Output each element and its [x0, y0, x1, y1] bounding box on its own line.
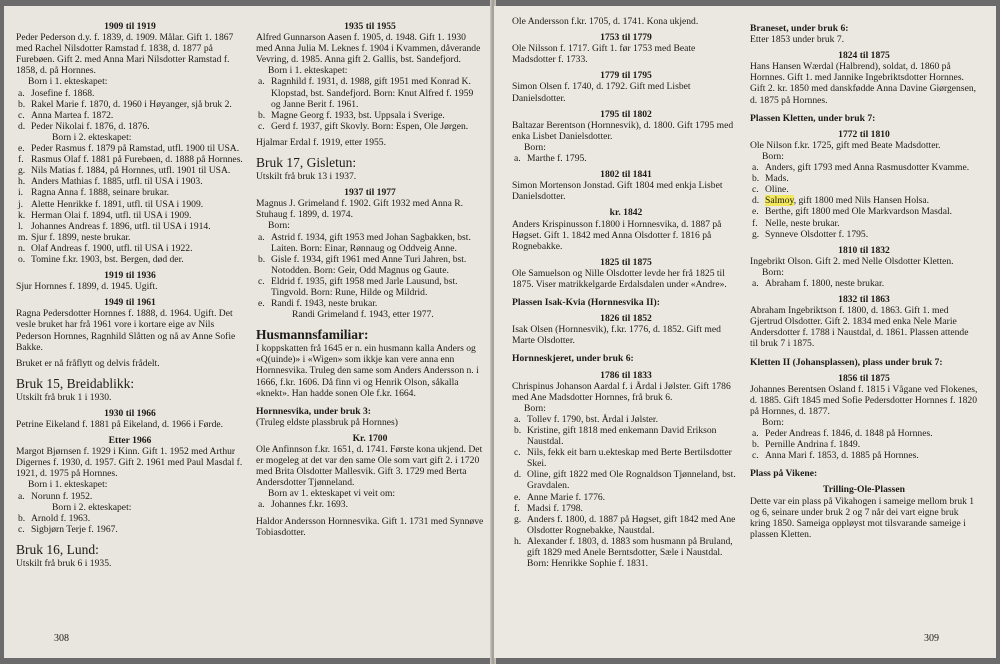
section-period-heading: 1753 til 1779	[600, 32, 652, 44]
section-period-heading: 1935 til 1955	[344, 21, 396, 32]
section-period-heading: 1825 til 1875	[600, 256, 652, 268]
list-item-text: Gisle f. 1934, gift 1961 med Anne Turi Jahren, bst. Notodden. Born: Geir, Odd Magnus og Gaute.	[271, 253, 467, 276]
list-item	[750, 278, 978, 289]
list-item-text-wrap	[31, 154, 244, 165]
list-item-text-wrap	[271, 110, 484, 121]
paragraph: Haldor Andersson Hornnesvika. Gift 1. 1731 med Synnøve Tobiasdotter.	[256, 515, 484, 538]
list-item-text-wrap	[527, 469, 740, 491]
section-heading: Husmannsfamiliar:	[256, 327, 369, 343]
paragraph: Sjur Hornnes f. 1899, d. 1945. Ugift.	[16, 281, 158, 293]
bruk-heading: Bruk 16, Lund:	[16, 541, 99, 557]
list-marker: c.	[258, 275, 265, 287]
list-item-text: Anders Mathias f. 1885, utfl. til USA i 1903.	[31, 176, 203, 188]
list-item-text-wrap	[527, 153, 740, 164]
section-period-heading: 1824 til 1875	[838, 50, 890, 62]
children-label: Born i 1. ekteskapet:	[28, 479, 108, 491]
subsection-heading: Braneset, under bruk 6:	[750, 23, 849, 34]
paragraph: Dette var ein plass på Vikahogen i sameige mellom bruk 1 og 6, seinare under bruk 2 og 7 når dei vart eigne bruk kring 1850. Sameiga oppløyst mot tilsvarande sameige i plassen Kletten.	[750, 495, 975, 540]
list-item-text: , gift 1800 med Nils Hansen Holsa.	[793, 195, 930, 207]
list-item-text-wrap	[31, 491, 244, 502]
list-item	[16, 143, 244, 154]
list-marker: a.	[258, 499, 265, 511]
list-item	[512, 447, 740, 469]
paragraph: Magnus J. Grimeland f. 1902. Gift 1932 med Anna R. Stuhaug f. 1899, d. 1974.	[256, 198, 464, 221]
list-item-text-wrap	[271, 232, 484, 254]
list-item-text-wrap	[31, 121, 244, 132]
children-label: Born:	[762, 150, 784, 162]
list-item	[512, 469, 740, 491]
list-item-text: Peder Nikolai f. 1876, d. 1876.	[31, 120, 150, 132]
list-item-text: Oline.	[765, 184, 789, 196]
list-item-text-wrap	[31, 243, 244, 254]
list-item	[16, 165, 244, 176]
section-period-heading: 1779 til 1795	[600, 70, 652, 82]
list-item-text: Abraham f. 1800, neste brukar.	[765, 277, 885, 289]
section-period-heading: 1930 til 1966	[104, 407, 156, 419]
list-item	[750, 218, 978, 229]
paragraph: Isak Olsen (Hornnesvik), f.kr. 1776, d. 1852. Gift med Marte Olsdotter.	[512, 324, 721, 347]
list-item-text-wrap	[527, 414, 740, 425]
list-marker: g.	[514, 513, 522, 525]
list-item-text: Eldrid f. 1935, gift 1958 med Jarle Lausund, bst. Tingvold. Born: Rune, Hilde og Mildrid.	[271, 275, 458, 298]
list-item-text-wrap	[31, 199, 244, 210]
list-item	[512, 425, 740, 447]
highlighted-word: Salmoy	[765, 195, 794, 207]
list-item	[16, 99, 244, 110]
list-item	[512, 153, 740, 164]
subsection-heading: Hornnesvika, under bruk 3:	[256, 405, 371, 417]
list-item	[16, 88, 244, 99]
list-item-text: Alette Henrikke f. 1891, utfl. til USA i 1909.	[31, 198, 204, 210]
list-item	[750, 162, 978, 173]
paragraph: (Truleg eldste plassbruk på Hornnes)	[256, 416, 398, 428]
list-marker: d.	[752, 195, 760, 207]
list-item-text: Anna Martea f. 1872.	[31, 109, 114, 121]
list-item-text-wrap	[527, 503, 740, 514]
paragraph: Margot Bjørnsen f. 1929 i Kinn. Gift 1. 1952 med Arthur Digernes f. 1930, d. 1957. Gift 2. 1961 med Paul Masdal f. 1921, d. 1975 på Hornnes.	[16, 446, 243, 480]
list-item	[750, 195, 978, 206]
list-item-text-wrap	[765, 439, 978, 450]
list-item	[750, 439, 978, 450]
list-item	[16, 243, 244, 254]
list-item-text-wrap	[31, 143, 244, 154]
list-marker: e.	[514, 491, 521, 503]
section-period-heading: 1795 til 1802	[600, 108, 652, 120]
paragraph: Ingebrikt Olson. Gift 2. med Nelle Olsdotter Kletten.	[750, 255, 954, 267]
list-item	[16, 491, 244, 502]
list-item-text: Ragnhild f. 1931, d. 1988, gift 1951 med Konrad K. Klopstad, bst. Sandefjord. Born: Knut Alfred f. 1959 og Janne Berit f. 1961.	[271, 76, 474, 110]
list-item	[256, 121, 484, 132]
subsection-heading: Plass på Vikene:	[750, 468, 818, 480]
list-item	[512, 414, 740, 425]
list-item-text-wrap	[31, 221, 244, 232]
left-page-column-2	[256, 16, 484, 538]
list-item-text: Mads.	[765, 173, 789, 185]
right-page-column-2	[750, 16, 978, 540]
section-period-heading: Trilling-Ole-Plassen	[823, 484, 905, 496]
list-item-text: Madsi f. 1798.	[527, 502, 583, 514]
section-period-heading: kr. 1842	[609, 207, 643, 219]
list-marker: n.	[18, 242, 26, 254]
left-page	[4, 6, 492, 658]
list-marker: k.	[18, 209, 26, 221]
paragraph: Simon Olsen f. 1740, d. 1792. Gift med Lisbet Danielsdotter.	[512, 81, 691, 104]
list-item-text: Nils Matias f. 1884, på Hornnes, utfl. 1901 til USA.	[31, 165, 231, 177]
list-item-text-wrap	[31, 254, 244, 265]
list-item	[16, 513, 244, 524]
paragraph: Ole Nilson f.kr. 1725, gift med Beate Madsdotter.	[750, 139, 941, 151]
list-item-text: Peder Rasmus f. 1879 på Ramstad, utfl. 1900 til USA.	[31, 143, 240, 155]
list-item-text: Kristine, gift 1818 med enkemann David Erikson Naustdal.	[527, 425, 717, 448]
list-item-text-wrap	[271, 276, 484, 298]
paragraph: Ragna Pedersdotter Hornnes f. 1888, d. 1964. Ugift. Det vesle bruket har frå 1961 vore i kortare eige av Nils Pederson Hornnes, Ragnhild Slåtten og nå av Anne Sofie Bakke.	[16, 308, 236, 353]
list-marker: g.	[752, 228, 760, 240]
list-item-text-wrap	[527, 447, 740, 469]
list-item-text-wrap	[527, 514, 740, 536]
list-item	[750, 229, 978, 240]
list-item-text: Magne Georg f. 1933, bst. Uppsala i Sverige.	[271, 109, 445, 121]
list-item-text-wrap	[765, 173, 978, 184]
list-item-text: Astrid f. 1934, gift 1953 med Johan Sagbakken, bst. Laiten. Born: Einar, Rønnaug og Oddveig Anne.	[271, 231, 471, 254]
paragraph: Utskilt frå bruk 6 i 1935.	[16, 557, 112, 569]
list-item-text-wrap	[31, 176, 244, 187]
paragraph: Peder Pederson d.y. f. 1839, d. 1909. Målar. Gift 1. 1867 med Rachel Nilsdotter Ramstad f. 1838, d. 1877 på Furebøen. Gift 2. med Anna Mari Nilsdotter Ramstad f. 1858, d. på Hornnes.	[16, 32, 234, 77]
paragraph: Bruket er nå fråflytt og delvis frådelt.	[16, 357, 160, 369]
list-marker: b.	[752, 439, 760, 451]
bruk-heading: Bruk 17, Gisletun:	[256, 155, 357, 171]
list-item-text-wrap	[527, 536, 740, 569]
list-item-text: Synneve Olsdotter f. 1795.	[765, 228, 869, 240]
list-item-text: Tollev f. 1790, bst. Årdal i Jølster.	[527, 413, 658, 425]
list-item-text: Sigbjørn Terje f. 1967.	[31, 523, 118, 535]
paragraph: Hjalmar Erdal f. 1919, etter 1955.	[256, 136, 387, 148]
list-item-text-wrap	[31, 187, 244, 198]
list-item-text-wrap	[765, 218, 978, 229]
list-item-text-wrap	[31, 99, 244, 110]
list-item	[16, 121, 244, 132]
list-item-text: Nelle, neste brukar.	[765, 217, 840, 229]
list-item	[750, 428, 978, 439]
list-item	[256, 499, 484, 510]
section-period-heading: Kr. 1700	[352, 432, 388, 444]
list-item-text: Rasmus Olaf f. 1881 på Furebøen, d. 1888 på Hornnes.	[31, 154, 243, 166]
list-marker: b.	[18, 512, 26, 524]
paragraph: Utskilt frå bruk 1 i 1930.	[16, 391, 112, 403]
page-number-left: 308	[54, 633, 69, 644]
list-item	[16, 232, 244, 243]
list-marker: f.	[752, 217, 758, 229]
list-item-text: Johannes Andreas f. 1896, utfl. til USA i 1914.	[31, 220, 211, 232]
list-marker: b.	[18, 98, 26, 110]
list-item-text: Pernille Andrina f. 1849.	[765, 439, 861, 451]
children-label: Born i 1. ekteskapet:	[28, 76, 108, 88]
list-item	[16, 110, 244, 121]
children-label: Born av 1. ekteskapet vi veit om:	[268, 488, 396, 500]
list-item-text-wrap	[31, 524, 244, 535]
list-item-text-wrap	[31, 210, 244, 221]
list-item	[750, 206, 978, 217]
section-period-heading: 1826 til 1852	[600, 313, 652, 325]
list-item-text: Berthe, gift 1800 med Ole Markvardson Masdal.	[765, 206, 953, 218]
paragraph: Alfred Gunnarson Aasen f. 1905, d. 1948. Gift 1. 1930 med Anna Julia M. Leknes f. 1904 i Kvammen, dåverande Vevring, d. 1985. Anna gift 2. Gallis, bst. Sandefjord.	[256, 32, 481, 66]
list-item-text-wrap	[765, 184, 978, 195]
paragraph: Ole Anfinnson f.kr. 1651, d. 1741. Første kona ukjend. Det er mogeleg at det var den same Ole som vart gift 2. i 1720 med Brita Olsdotter Mallesvik. Gift 3. 1729 med Berta Andersdotter Tjønneland.	[256, 444, 483, 489]
list-item	[16, 187, 244, 198]
list-item-text-wrap	[527, 492, 740, 503]
list-marker: c.	[18, 109, 25, 121]
section-period-heading: 1919 til 1936	[104, 270, 156, 282]
list-marker: e.	[18, 143, 25, 155]
list-item	[512, 514, 740, 536]
list-marker: e.	[258, 298, 265, 310]
paragraph: Johannes Berentsen Osland f. 1815 i Vågane ved Flokenes, d. 1885. Gift 1845 med Sofie Pedersdotter Hornnes f. 1820 på Hornnes, d. 1877.	[750, 383, 978, 417]
paragraph: Utskilt frå bruk 13 i 1937.	[256, 171, 357, 183]
section-period-heading: 1810 til 1832	[838, 244, 890, 256]
list-item-text-wrap	[765, 206, 978, 217]
list-item-text-wrap	[31, 165, 244, 176]
list-item-text: Anne Marie f. 1776.	[527, 491, 606, 503]
list-item	[256, 110, 484, 121]
list-item	[256, 254, 484, 276]
list-item-text: Norunn f. 1952.	[31, 490, 93, 502]
list-item-text: Marthe f. 1795.	[527, 153, 587, 165]
list-item-text: Anders, gift 1793 med Anna Rasmusdotter Kvamme.	[765, 162, 970, 174]
list-item-text: Anna Mari f. 1853, d. 1885 på Hornnes.	[765, 450, 919, 462]
list-item-text-wrap	[31, 232, 244, 243]
list-item-text: Josefine f. 1868.	[31, 87, 95, 99]
list-marker: a.	[752, 428, 759, 440]
paragraph: Ole Nilsson f. 1717. Gift 1. før 1753 med Beate Madsdotter f. 1733.	[512, 43, 696, 66]
list-marker: b.	[752, 173, 760, 185]
section-period-heading: 1772 til 1810	[838, 128, 890, 140]
list-item-text: Rakel Marie f. 1870, d. 1960 i Høyanger, sjå bruk 2.	[31, 98, 232, 110]
list-item	[16, 176, 244, 187]
list-marker: l.	[18, 220, 24, 232]
children-label: Born i 1. ekteskapet:	[268, 65, 348, 77]
list-marker: a.	[18, 490, 25, 502]
list-item-text-wrap	[271, 499, 484, 510]
list-marker: a.	[752, 277, 759, 289]
right-page	[494, 6, 996, 658]
list-marker: h.	[514, 535, 522, 547]
list-item-text: Peder Andreas f. 1846, d. 1848 på Hornnes.	[765, 428, 933, 440]
list-item-text-wrap	[31, 88, 244, 99]
sub-label: Born i 2. ekteskapet:	[52, 501, 132, 513]
list-item	[512, 492, 740, 503]
list-marker: a.	[514, 413, 521, 425]
list-marker: b.	[258, 109, 266, 121]
list-marker: c.	[258, 120, 265, 132]
list-marker: c.	[752, 184, 759, 196]
list-marker: f.	[514, 502, 520, 514]
paragraph: Simon Mortenson Jonstad. Gift 1804 med enkja Lisbet Danielsdotter.	[512, 180, 723, 203]
list-marker: b.	[258, 253, 266, 265]
list-item	[16, 210, 244, 221]
children-label: Born:	[524, 141, 546, 153]
list-item-text: Tomine f.kr. 1903, bst. Bergen, død der.	[31, 253, 184, 265]
paragraph: Chrispinus Johanson Aardal f. i Årdal i Jølster. Gift 1786 med Ane Madsdotter Hornnes, frå bruk 6.	[512, 380, 731, 403]
list-marker: b.	[514, 425, 522, 436]
list-item	[512, 503, 740, 514]
list-item-text-wrap	[271, 76, 484, 109]
list-item-text-wrap	[765, 278, 978, 289]
paragraph: Hans Hansen Wærdal (Halbrend), soldat, d. 1860 på Hornnes. Gift 1. med Jannike Ingebriktsdotter Hornnes. Gift 2. kr. 1850 med danskfødde Anna Davine Giørgensen, d. 1875 på Hornnes.	[750, 61, 977, 106]
list-item-text: Anders f. 1800, d. 1887 på Høgset, gift 1842 med Ane Olsdotter Rognebakke, Naustdal.	[527, 513, 736, 536]
section-period-heading: 1949 til 1961	[104, 297, 156, 309]
list-item-text: Arnold f. 1963.	[31, 512, 91, 524]
list-item	[16, 524, 244, 535]
section-period-heading: 1832 til 1863	[838, 294, 890, 306]
left-page-column-1	[16, 16, 244, 569]
list-marker: a.	[18, 87, 25, 99]
list-marker: i.	[18, 187, 24, 199]
section-period-heading: 1802 til 1841	[600, 169, 652, 181]
paragraph: Abraham Ingebriktson f. 1800, d. 1863. Gift 1. med Gjertrud Olsdotter. Gift 2. 1834 med enka Nele Marie Andersdotter f. 1788 i Naustdal, d. 1861. Plassen attende til bruk 7 i 1875.	[750, 305, 969, 350]
list-marker: h.	[18, 176, 26, 188]
list-marker: c.	[18, 523, 25, 535]
list-item	[16, 199, 244, 210]
list-item	[512, 536, 740, 569]
list-item-text-wrap	[271, 121, 484, 132]
list-item-text-wrap	[527, 425, 740, 447]
list-marker: c.	[752, 450, 759, 462]
list-item-text: Johannes f.kr. 1693.	[271, 499, 349, 511]
list-item-text: Sjur f. 1899, neste brukar.	[31, 231, 131, 243]
list-item-text-wrap	[765, 162, 978, 173]
paragraph: Anders Krispinusson f.1800 i Hornnesvika, d. 1887 på Høgset. Gift 1. 1842 med Anna Olsdotter f. 1816 på Rognebakke.	[512, 218, 722, 252]
section-period-heading: 1786 til 1833	[600, 369, 652, 381]
right-page-column-1	[512, 16, 740, 569]
list-item	[16, 254, 244, 265]
list-item	[750, 173, 978, 184]
list-item-text-wrap	[765, 450, 978, 461]
list-marker: d.	[18, 120, 26, 132]
section-period-heading: 1937 til 1977	[344, 187, 396, 199]
list-item-text: Ragna Anna f. 1888, seinare brukar.	[31, 187, 170, 199]
list-item-text-wrap	[31, 110, 244, 121]
list-item	[256, 298, 484, 309]
paragraph: Baltazar Berentson (Hornnesvik), d. 1800. Gift 1795 med enka Lisbet Danielsdotter.	[512, 119, 734, 142]
list-item	[750, 450, 978, 461]
subsection-heading: Plassen Isak-Kvia (Hornnesvika II):	[512, 297, 660, 309]
list-item-text: Alexander f. 1803, d. 1883 som husmann på Bruland, gift 1829 med Anele Berntsdotter, Sæle i Naustdal. Born: Henrikke Sophie f. 1831.	[527, 535, 733, 570]
list-item-text: Olaf Andreas f. 1900, utfl. til USA i 1922.	[31, 242, 193, 254]
list-marker: o.	[18, 253, 26, 265]
list-marker: e.	[752, 206, 759, 218]
list-marker: f.	[18, 154, 24, 166]
list-item-text-wrap	[765, 229, 978, 240]
list-item-text-wrap	[765, 195, 978, 206]
list-marker: a.	[514, 153, 521, 165]
list-item-text-wrap	[765, 428, 978, 439]
children-label: Born:	[762, 266, 784, 278]
list-marker: g.	[18, 165, 26, 177]
list-item	[16, 221, 244, 232]
list-marker: a.	[258, 231, 265, 243]
subsection-heading: Kletten II (Johansplassen), plass under bruk 7:	[750, 356, 943, 368]
list-item	[256, 232, 484, 254]
children-label: Born:	[268, 220, 290, 232]
list-item	[16, 154, 244, 165]
list-marker: a.	[258, 76, 265, 88]
list-marker: j.	[18, 198, 24, 210]
list-item-text-wrap	[271, 298, 484, 309]
list-marker: d.	[514, 469, 522, 481]
list-item-text: Nils, fekk eit barn u.ekteskap med Berte Bertilsdotter Skei.	[527, 447, 732, 470]
paragraph: Ole Samuelson og Nille Olsdotter levde her frå 1825 til 1875. Viser matrikkelgarde Erdalsdalen under «Andre».	[512, 267, 727, 290]
list-marker: c.	[514, 447, 521, 459]
list-item	[750, 184, 978, 195]
subsection-heading: Plassen Kletten, under bruk 7:	[750, 112, 876, 124]
paragraph: Etter 1853 under bruk 7.	[750, 34, 845, 46]
bruk-heading: Bruk 15, Breidablikk:	[16, 375, 135, 391]
list-item-text-wrap	[31, 513, 244, 524]
children-label: Born:	[524, 402, 546, 414]
list-item-text: Oline, gift 1822 med Ole Rognaldson Tjønneland, bst. Gravdalen.	[527, 469, 736, 492]
sub-label: Randi Grimeland f. 1943, etter 1977.	[292, 309, 434, 321]
sub-label: Born i 2. ekteskapet:	[52, 131, 132, 143]
list-item-text: Herman Olai f. 1894, utfl. til USA i 1909.	[31, 209, 192, 221]
section-period-heading: 1856 til 1875	[838, 372, 890, 384]
paragraph: I koppskatten frå 1645 er n. ein husmann kalla Anders og «Q(uinde)» i «Wigen» som ikkje kan vere anna enn Hornnesvika. Truleg den same som Anders Andersson n. i 1666, f.kr. 1606. Då finn vi og Henrik Olson, såkalla «knekt». Han hadde sonen Ole f.kr. 1664.	[256, 343, 479, 399]
paragraph: Ole Andersson f.kr. 1705, d. 1741. Kona ukjend.	[512, 16, 699, 27]
list-item-text: Randi f. 1943, neste brukar.	[271, 298, 378, 310]
list-item	[256, 76, 484, 109]
paragraph: Petrine Eikeland f. 1881 på Eikeland, d. 1966 i Førde.	[16, 419, 224, 430]
list-marker: a.	[752, 162, 759, 174]
subsection-heading: Hornneskjeret, under bruk 6:	[512, 353, 634, 365]
list-item-text-wrap	[271, 254, 484, 276]
list-item-text: Gerd f. 1937, gift Skovly. Born: Espen, Ole Jørgen.	[271, 120, 469, 132]
list-marker: m.	[18, 231, 28, 243]
section-period-heading: Etter 1966	[108, 435, 152, 447]
page-number-right: 309	[924, 633, 939, 644]
list-item	[256, 276, 484, 298]
children-label: Born:	[762, 417, 784, 428]
section-period-heading: 1909 til 1919	[104, 21, 156, 32]
